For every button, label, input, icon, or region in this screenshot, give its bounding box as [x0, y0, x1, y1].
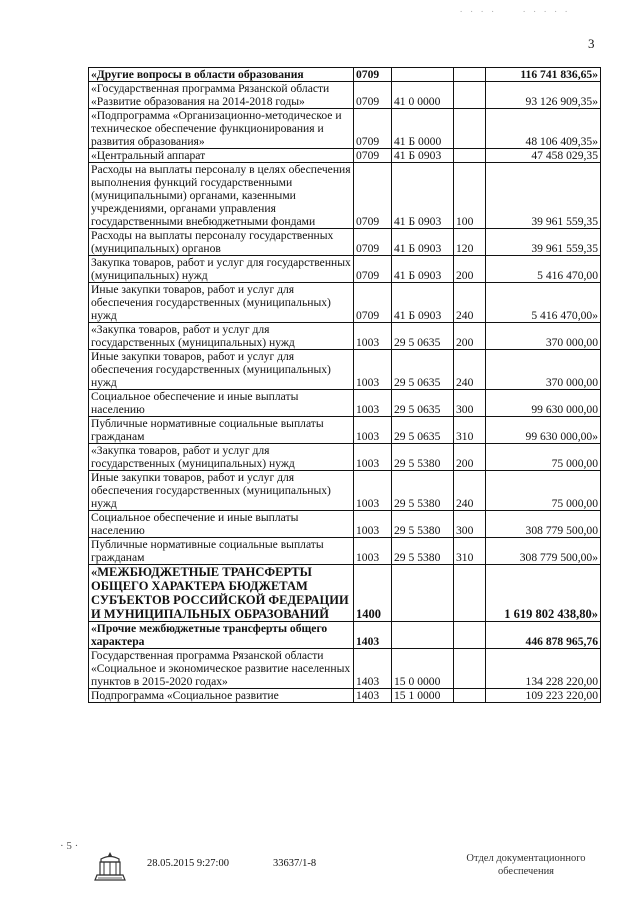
budget-table [88, 67, 601, 703]
cell-section: 0709 [354, 82, 392, 109]
cell-name: «Прочие межбюджетные трансферты общего характера [89, 622, 354, 649]
cell-target-article: 15 1 0000 [392, 689, 454, 703]
cell-section: 0709 [354, 283, 392, 323]
cell-target-article: 29 5 5380 [392, 538, 454, 565]
cell-expense-type: 310 [454, 538, 486, 565]
cell-expense-type [454, 109, 486, 149]
cell-amount: 308 779 500,00» [486, 538, 601, 565]
cell-target-article: 41 Б 0000 [392, 109, 454, 149]
cell-target-article: 41 Б 0903 [392, 229, 454, 256]
stamp-line-1: Отдел документационного [466, 853, 586, 864]
cell-name: Иные закупки товаров, работ и услуг для обеспечения государственных (муниципальных) нужд [89, 283, 354, 323]
cell-section: 1003 [354, 323, 392, 350]
cell-target-article: 41 0 0000 [392, 82, 454, 109]
cell-section: 1403 [354, 649, 392, 689]
cell-section: 1003 [354, 538, 392, 565]
cell-amount: 99 630 000,00 [486, 390, 601, 417]
cell-name: Расходы на выплаты персоналу государственных (муниципальных) органов [89, 229, 354, 256]
cell-section: 1400 [354, 565, 392, 622]
cell-amount: 75 000,00 [486, 444, 601, 471]
cell-amount: 134 228 220,00 [486, 649, 601, 689]
cell-section: 0709 [354, 229, 392, 256]
footer-document-code: 33637/1-8 [273, 858, 317, 869]
table-row [89, 323, 601, 350]
cell-amount: 5 416 470,00 [486, 256, 601, 283]
cell-expense-type: 300 [454, 511, 486, 538]
cell-section: 0709 [354, 256, 392, 283]
cell-name: Иные закупки товаров, работ и услуг для обеспечения государственных (муниципальных) нужд [89, 471, 354, 511]
table-row [89, 229, 601, 256]
cell-target-article: 29 5 5380 [392, 444, 454, 471]
cell-name: Подпрограмма «Социальное развитие [89, 689, 354, 703]
table-row [89, 283, 601, 323]
table-row [89, 511, 601, 538]
cell-amount: 5 416 470,00» [486, 283, 601, 323]
cell-amount: 75 000,00 [486, 471, 601, 511]
table-row [89, 149, 601, 163]
cell-target-article [392, 565, 454, 622]
cell-target-article: 41 Б 0903 [392, 149, 454, 163]
cell-target-article: 41 Б 0903 [392, 283, 454, 323]
table-row [89, 109, 601, 149]
cell-expense-type [454, 565, 486, 622]
cell-target-article: 29 5 0635 [392, 350, 454, 390]
cell-section: 1003 [354, 511, 392, 538]
table-row [89, 649, 601, 689]
cell-name: Социальное обеспечение и иные выплаты населению [89, 390, 354, 417]
cell-name: «Закупка товаров, работ и услуг для государственных (муниципальных) нужд [89, 323, 354, 350]
cell-target-article: 29 5 5380 [392, 471, 454, 511]
cell-amount: 47 458 029,35 [486, 149, 601, 163]
table-row [89, 471, 601, 511]
cell-name: Публичные нормативные социальные выплаты гражданам [89, 538, 354, 565]
cell-target-article: 41 Б 0903 [392, 163, 454, 229]
cell-section: 1403 [354, 689, 392, 703]
table-row [89, 82, 601, 109]
cell-target-article: 29 5 0635 [392, 390, 454, 417]
cell-expense-type [454, 82, 486, 109]
cell-section: 1003 [354, 390, 392, 417]
cell-name: «Подпрограмма «Организационно-методическое и техническое обеспечение функционирования и развития образования» [89, 109, 354, 149]
table-row [89, 565, 601, 622]
cell-expense-type [454, 68, 486, 82]
cell-expense-type: 200 [454, 323, 486, 350]
scan-artifact: . . . . . . . . . [460, 4, 571, 14]
table-row [89, 256, 601, 283]
cell-name: Социальное обеспечение и иные выплаты населению [89, 511, 354, 538]
cell-name: «Другие вопросы в области образования [89, 68, 354, 82]
cell-target-article: 29 5 0635 [392, 323, 454, 350]
table-row [89, 163, 601, 229]
cell-amount: 370 000,00 [486, 350, 601, 390]
cell-amount: 446 878 965,76 [486, 622, 601, 649]
cell-amount: 39 961 559,35 [486, 163, 601, 229]
table-row [89, 538, 601, 565]
cell-amount: 93 126 909,35» [486, 82, 601, 109]
cell-amount: 109 223 220,00 [486, 689, 601, 703]
stamp-line-2: обеспечения [497, 866, 555, 877]
cell-target-article: 15 0 0000 [392, 649, 454, 689]
table-row [89, 417, 601, 444]
cell-amount: 370 000,00 [486, 323, 601, 350]
cell-expense-type [454, 149, 486, 163]
table-row [89, 390, 601, 417]
cell-target-article [392, 68, 454, 82]
cell-name: Закупка товаров, работ и услуг для государственных (муниципальных) нужд [89, 256, 354, 283]
cell-section: 0709 [354, 68, 392, 82]
cell-amount: 39 961 559,35 [486, 229, 601, 256]
cell-section: 1003 [354, 350, 392, 390]
coat-of-arms-icon [92, 850, 128, 884]
cell-name: Государственная программа Рязанской области «Социальное и экономическое развитие населенных пунктов в 2015-2020 годах» [89, 649, 354, 689]
cell-section: 0709 [354, 149, 392, 163]
cell-amount: 99 630 000,00» [486, 417, 601, 444]
budget-table-body [89, 68, 601, 703]
page-number: 3 [588, 36, 595, 51]
cell-amount: 48 106 409,35» [486, 109, 601, 149]
table-row [89, 444, 601, 471]
cell-amount: 1 619 802 438,80» [486, 565, 601, 622]
cell-section: 1003 [354, 417, 392, 444]
cell-expense-type [454, 689, 486, 703]
cell-name: Публичные нормативные социальные выплаты гражданам [89, 417, 354, 444]
footer-date: 28.05.2015 9:27:00 [147, 858, 229, 869]
cell-name: «МЕЖБЮДЖЕТНЫЕ ТРАНСФЕРТЫ ОБЩЕГО ХАРАКТЕРА БЮДЖЕТАМ СУБЪЕКТОВ РОССИЙСКОЙ ФЕДЕРАЦИИ И МУНИЦИПАЛЬНЫХ ОБРАЗОВАНИЙ [89, 565, 354, 622]
cell-expense-type: 200 [454, 444, 486, 471]
cell-amount: 308 779 500,00 [486, 511, 601, 538]
cell-name: Иные закупки товаров, работ и услуг для обеспечения государственных (муниципальных) нужд [89, 350, 354, 390]
cell-section: 0709 [354, 163, 392, 229]
cell-expense-type: 310 [454, 417, 486, 444]
cell-expense-type: 240 [454, 283, 486, 323]
cell-expense-type: 240 [454, 350, 486, 390]
cell-name: «Государственная программа Рязанской области «Развитие образования на 2014-2018 годы» [89, 82, 354, 109]
table-row [89, 350, 601, 390]
cell-expense-type [454, 649, 486, 689]
cell-section: 0709 [354, 109, 392, 149]
cell-expense-type: 240 [454, 471, 486, 511]
cell-target-article: 29 5 5380 [392, 511, 454, 538]
cell-target-article [392, 622, 454, 649]
cell-name: «Закупка товаров, работ и услуг для государственных (муниципальных) нужд [89, 444, 354, 471]
cell-section: 1003 [354, 444, 392, 471]
stray-mark: · 5 · [60, 840, 79, 852]
cell-amount: 116 741 836,65» [486, 68, 601, 82]
cell-section: 1403 [354, 622, 392, 649]
table-row [89, 689, 601, 703]
cell-target-article: 29 5 0635 [392, 417, 454, 444]
table-row [89, 68, 601, 82]
cell-expense-type: 300 [454, 390, 486, 417]
cell-expense-type: 100 [454, 163, 486, 229]
cell-name: «Центральный аппарат [89, 149, 354, 163]
cell-section: 1003 [354, 471, 392, 511]
cell-name: Расходы на выплаты персоналу в целях обеспечения выполнения функций государственными (муниципальными) органами, казенными учреждениями, органами управления государственными внебюджетными фондами [89, 163, 354, 229]
cell-expense-type [454, 622, 486, 649]
department-stamp [452, 852, 600, 878]
cell-expense-type: 200 [454, 256, 486, 283]
cell-expense-type: 120 [454, 229, 486, 256]
table-row [89, 622, 601, 649]
cell-target-article: 41 Б 0903 [392, 256, 454, 283]
